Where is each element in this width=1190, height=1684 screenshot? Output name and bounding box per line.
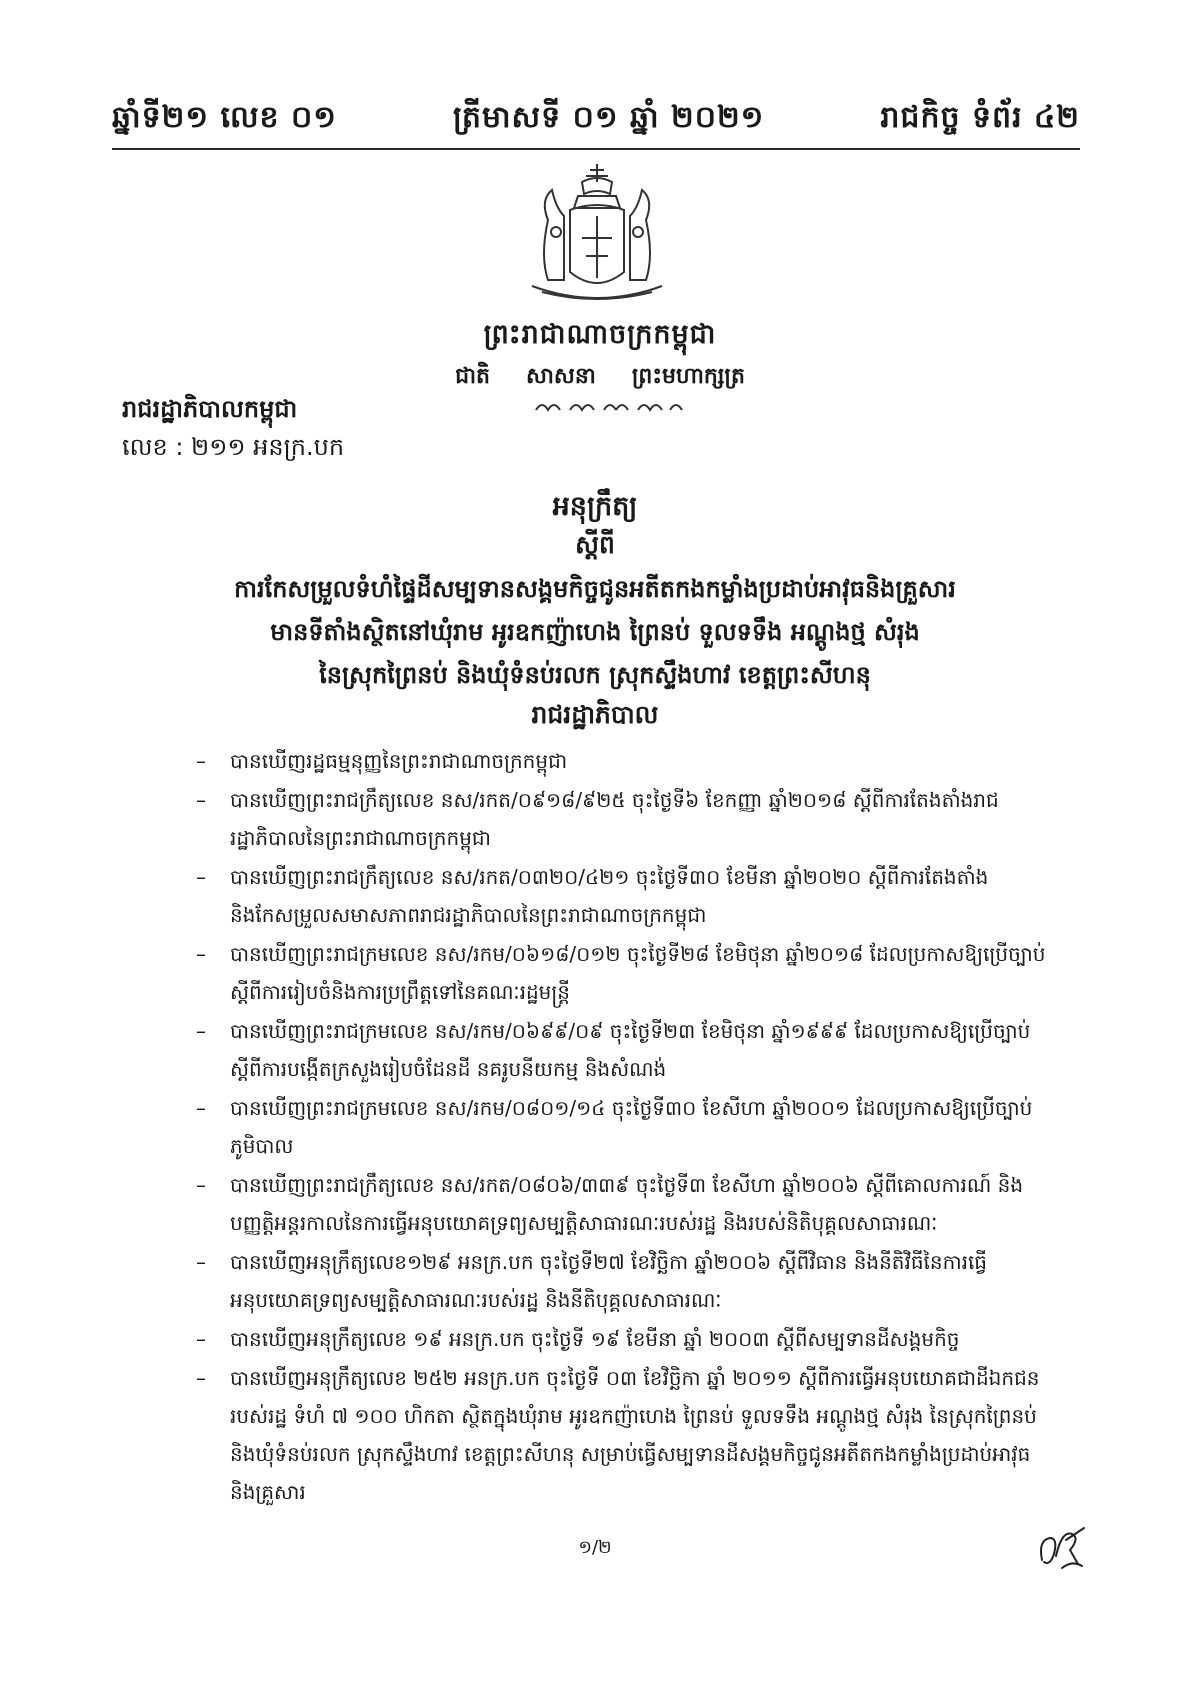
kingdom-name: ព្រះរាជាណាចក្រកម្ពុជា <box>483 319 717 350</box>
list-item <box>196 858 1062 934</box>
title-line: មានទីតាំងស្ថិតនៅឃុំរាម អូរឧកញ៉ាហេង ព្រៃនប់ ទួលទទឹង អណ្តូងថ្ម សំរុង <box>270 618 920 646</box>
list-dash: – <box>196 1173 206 1197</box>
header-page: រាជកិច្ច ទំព័រ ៤២ <box>880 100 1080 135</box>
list-item <box>196 1089 1062 1165</box>
list-item <box>196 1359 1062 1511</box>
header-quarter: ត្រីមាសទី ០១ ឆ្នាំ ២០២១ <box>453 100 765 135</box>
list-dash: – <box>196 1327 206 1351</box>
list-dash: – <box>196 749 206 773</box>
list-item <box>196 1012 1062 1088</box>
header-divider <box>112 148 1080 150</box>
list-item-text: បានឃើញអនុក្រឹត្យលេខ ១៩ អនក្រ.បក ចុះថ្ងៃទី ១៩ ខែមីនា ឆ្នាំ ២០០៣ ស្តីពីសម្បទានដីសង្គមកិច្ច <box>230 1327 960 1351</box>
royal-coat-of-arms-icon <box>512 160 682 310</box>
list-item-text: បានឃើញព្រះរាជក្រឹត្យលេខ នស/រកត/០៣២០/៤២១ ចុះថ្ងៃទី៣០ ខែមីនា ឆ្នាំ២០២០ ស្តីពីការតែងតាំង និងកែសម្រួលសមាសភាពរាជរដ្ឋាភិបាលនៃព្រះរាជាណាចក្រកម្ពុជា <box>230 865 989 927</box>
gazette-header <box>112 92 1080 142</box>
list-item-text: បានឃើញព្រះរាជក្រមលេខ នស/រកម/០៨០១/១៤ ចុះថ្ងៃទី៣០ ខែសីហា ឆ្នាំ២០០១ ដែលប្រកាសឱ្យប្រើច្បាប់ភូមិបាល <box>230 1096 1033 1158</box>
title-line: នៃស្រុកព្រៃនប់ និងឃុំទំនប់រលក ស្រុកស្ទឹងហាវ ខេត្តព្រះសីហនុ <box>319 661 871 689</box>
title-line: ការកែសម្រួលទំហំផ្ទៃដីសម្បទានសង្គមកិច្ចជូនអតីតកងកម្លាំងប្រដាប់អាវុធនិងគ្រួសារ <box>234 575 956 603</box>
list-dash: – <box>196 1250 206 1274</box>
list-item <box>196 742 1062 780</box>
motto-ornament-icon <box>530 398 690 416</box>
document-type: អនុក្រឹត្យ <box>552 491 638 522</box>
list-dash: – <box>196 865 206 889</box>
list-item-text: បានឃើញរដ្ឋធម្មនុញ្ញនៃព្រះរាជាណាចក្រកម្ពុជា <box>230 749 568 773</box>
issuer-heading: រាជរដ្ឋាភិបាល <box>531 700 659 729</box>
motto-religion: សាសនា <box>525 364 596 389</box>
motto-king: ព្រះមហាក្សត្រ <box>631 364 745 389</box>
header-issue: ឆ្នាំទី២១ លេខ ០១ <box>112 100 337 135</box>
list-dash: – <box>196 1019 206 1043</box>
page-number: ១/២ <box>578 1537 612 1558</box>
issuing-government: រាជរដ្ឋាភិបាលកម្ពុជា <box>122 395 298 423</box>
list-item <box>196 1243 1062 1319</box>
considerations-list <box>196 742 1062 1512</box>
motto-nation: ជាតិ <box>455 364 490 389</box>
national-motto <box>400 362 800 394</box>
list-item <box>196 1166 1062 1242</box>
document-about: ស្តីពី <box>575 530 615 559</box>
list-dash: – <box>196 942 206 966</box>
list-item-text: បានឃើញព្រះរាជក្រឹត្យលេខ នស/រកត/០៩១៨/៩២៥ ចុះថ្ងៃទី៦ ខែកញ្ញា ឆ្នាំ២០១៨ ស្តីពីការតែងតាំងរាជរដ្ឋាភិបាលនៃព្រះរាជាណាចក្រកម្ពុជា <box>230 788 999 850</box>
list-item-text: បានឃើញព្រះរាជក្រឹត្យលេខ នស/រកត/០៨០៦/៣៣៩ ចុះថ្ងៃទី៣ ខែសីហា ឆ្នាំ២០០៦ ស្តីពីគោលការណ៍ និងបញ្ញត្តិអន្តរកាលនៃការធ្វើអនុបយោគទ្រព្យសម្បត្តិសាធារណៈរបស់រដ្ឋ និងរបស់និតិបុគ្គលសាធារណៈ <box>230 1173 1024 1235</box>
list-item-text: បានឃើញព្រះរាជក្រមលេខ នស/រកម/០៦១៨/០១២ ចុះថ្ងៃទី២៨ ខែមិថុនា ឆ្នាំ២០១៨ ដែលប្រកាសឱ្យប្រើច្បាប់ស្តីពីការរៀបចំនិងការប្រព្រឹត្តទៅនៃគណៈរដ្ឋមន្ត្រី <box>230 942 1046 1004</box>
list-item-text: បានឃើញព្រះរាជក្រមលេខ នស/រកម/០៦៩៩/០៩ ចុះថ្ងៃទី២៣ ខែមិថុនា ឆ្នាំ១៩៩៩ ដែលប្រកាសឱ្យប្រើច្បាប់ស្តីពីការបង្កើតក្រសួងរៀបចំដែនដី នគរូបនីយកម្ម និងសំណង់ <box>230 1019 1031 1081</box>
list-item <box>196 1320 1062 1358</box>
handwritten-initials-icon <box>1032 1520 1088 1576</box>
list-dash: – <box>196 788 206 812</box>
list-item <box>196 935 1062 1011</box>
document-title <box>140 568 1050 697</box>
list-item-text: បានឃើញអនុក្រឹត្យលេខ១២៩ អនក្រ.បក ចុះថ្ងៃទី២៧ ខែវិច្ឆិកា ឆ្នាំ២០០៦ ស្តីពីវិធាន និងនីតិវិធីនៃការធ្វើអនុបយោគទ្រព្យសម្បត្តិសាធារណៈរបស់រដ្ឋ និងនីតិបុគ្គលសាធារណៈ <box>230 1250 988 1312</box>
list-dash: – <box>196 1366 206 1390</box>
list-item-text: បានឃើញអនុក្រឹត្យលេខ ២៥២ អនក្រ.បក ចុះថ្ងៃទី ០៣ ខែវិច្ឆិកា ឆ្នាំ ២០១១ ស្តីពីការធ្វើអនុបយោគជាដីឯកជនរបស់រដ្ឋ ទំហំ ៧ ១០០ ហិកតា ស្ថិតក្នុងឃុំរាម អូរឧកញ៉ាហេង ព្រៃនប់ ទួលទទឹង អណ្តូងថ្ម សំរុង នៃស្រុកព្រៃនប់ និងឃុំទំនប់រលក ស្រុកស្ទឹងហាវ ខេត្តព្រះសីហនុ សម្រាប់ធ្វើសម្បទានដីសង្គមកិច្ចជូនអតីតកងកម្លាំងប្រដាប់អាវុធ និងគ្រួសារ <box>230 1366 1040 1504</box>
list-dash: – <box>196 1096 206 1120</box>
decree-number: លេខ : ២១១ អនក្រ.បក <box>122 433 345 461</box>
list-item <box>196 781 1062 857</box>
